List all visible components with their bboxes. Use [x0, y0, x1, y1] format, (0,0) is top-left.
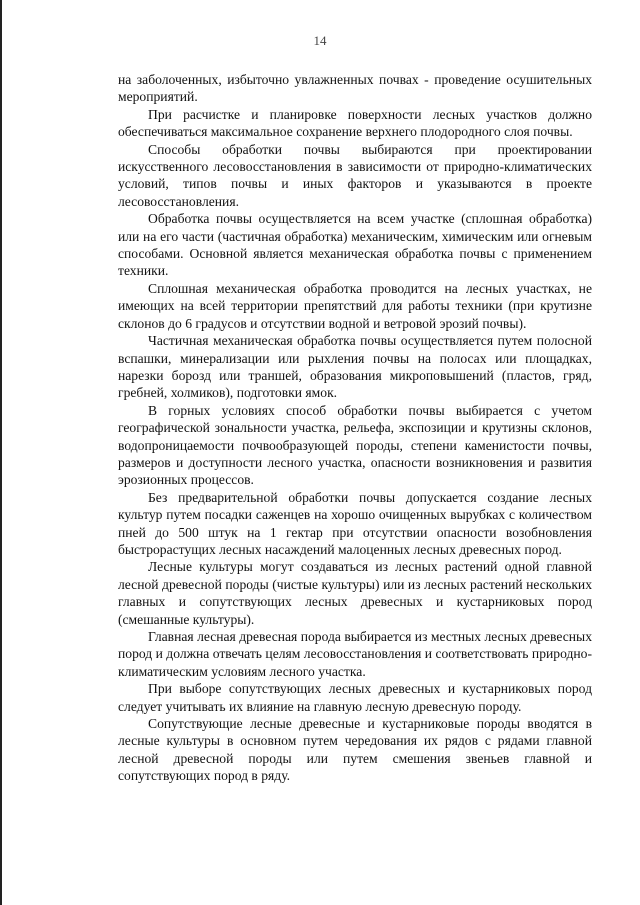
document-body — [118, 71, 592, 785]
paragraph: При расчистке и планировке поверхности лесных участков должно обеспечиваться максимальное сохранение верхнего плодородного слоя почвы. — [118, 106, 592, 140]
paragraph: Сопутствующие лесные древесные и кустарниковые породы вводятся в лесные культуры в основном путем чередования их рядов с рядами главной лесной древесной породы или путем смешения звеньев главной и сопутствующих пород в ряду. — [118, 716, 592, 784]
paragraph: Без предварительной обработки почвы допускается создание лесных культур путем посадки саженцев на хорошо очищенных вырубках с количеством пней до 500 штук на 1 гектар при отсутствии опасности возобновления быстрорастущих лесных насаждений малоценных лесных древесных пород. — [118, 489, 592, 557]
paragraph: Частичная механическая обработка почвы осуществляется путем полосной вспашки, минерализации или рыхления почвы на полосах или площадках, нарезки борозд или траншей, образования микроповышений (пластов, гряд, гребней, холмиков), подготовки ямок. — [118, 333, 592, 401]
paragraph: Главная лесная древесная порода выбирается из местных лесных древесных пород и должна отвечать целям лесовосстановления и соответствовать природно-климатическим условиям лесного участка. — [118, 629, 592, 679]
paragraph: Сплошная механическая обработка проводится на лесных участках, не имеющих на всей территории препятствий для работы техники (при крутизне склонов до 6 градусов и отсутствии водной и ветровой эрозий почвы). — [118, 280, 592, 331]
paragraph-continuation: на заболоченных, избыточно увлажненных почвах - проведение осушительных мероприятий. — [118, 72, 592, 105]
page-number: 14 — [313, 33, 327, 48]
scan-left-edge — [0, 0, 2, 905]
paragraph: Способы обработки почвы выбираются при проектировании искусственного лесовосстановления в зависимости от природно-климатических условий, типов почвы и иных факторов и указываются в проекте лесовосстановления. — [118, 141, 592, 209]
paragraph: При выборе сопутствующих лесных древесных и кустарниковых пород следует учитывать их влияние на главную лесную древесную породу. — [118, 681, 592, 714]
paragraph: В горных условиях способ обработки почвы выбирается с учетом географической зональности участка, рельефа, экспозиции и крутизны склонов, водопроницаемости почвообразующей породы, степени каменистости почвы, размеров и доступности лесного участка, опасности возникновения и развития эрозионных процессов. — [118, 402, 592, 488]
paragraph: Обработка почвы осуществляется на всем участке (сплошная обработка) или на его части (частичная обработка) механическим, химическим или огневым способами. Основной является механическая обработка почвы с применением техники. — [118, 211, 592, 279]
paragraph: Лесные культуры могут создаваться из лесных растений одной главной лесной древесной породы (чистые культуры) или из лесных растений нескольких главных и сопутствующих лесных древесных и кустарниковых пород (смешанные культуры). — [118, 559, 592, 627]
